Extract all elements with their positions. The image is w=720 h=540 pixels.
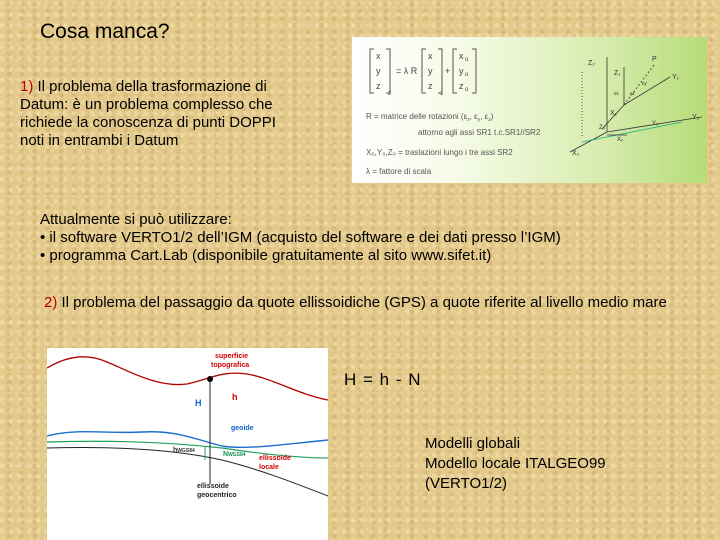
m2-r2: y <box>428 66 433 76</box>
point-1 <box>20 78 285 150</box>
label-z2: Z₂ <box>588 60 595 67</box>
label-y2: Y₂ <box>692 114 700 121</box>
label-ex: εx <box>614 91 619 97</box>
label-h: h <box>232 392 238 402</box>
axes-diagram <box>570 57 702 152</box>
label-geo-ell-1: ellissoide <box>197 483 229 490</box>
geoid-ellipsoid-figure <box>47 348 328 540</box>
height-formula: H = h - N <box>344 370 422 389</box>
label-nwgs: NWGS84 <box>223 451 246 458</box>
point-2-number: 2) <box>44 294 58 311</box>
label-x0: X₀ <box>617 137 624 143</box>
label-ez: εz <box>630 91 635 97</box>
label-local-ell-2: locale <box>259 464 279 471</box>
label-y1: Y₁ <box>672 74 680 81</box>
point-2-text: Il problema del passaggio da quote ellissoidiche (GPS) a quote riferite al livello medio mare <box>61 294 667 311</box>
label-geoid: geoide <box>231 425 254 432</box>
label-x2: X₂ <box>572 150 580 157</box>
m3-sub1: o <box>465 57 469 63</box>
label-z1: Z₁ <box>614 70 621 77</box>
m3-r2: y <box>459 66 464 76</box>
terrain-line <box>47 357 328 400</box>
m3-sub2: o <box>465 72 469 78</box>
m3-r1: x <box>459 51 464 61</box>
point-2 <box>44 294 684 312</box>
m2-sub: 1 <box>440 91 444 97</box>
m1-r3: z <box>376 81 381 91</box>
lambda-definition: λ = fattore di scala <box>366 167 432 176</box>
m1-r1: x <box>376 51 381 61</box>
m1-r2: y <box>376 66 381 76</box>
models-list <box>425 434 606 494</box>
plus-sign: + <box>445 66 451 76</box>
label-ey: εy <box>642 81 647 87</box>
point-1-number: 1) <box>20 78 34 95</box>
label-surface-2: topografica <box>211 362 250 369</box>
software-intro: Attualmente si può utilizzare: <box>40 211 232 228</box>
software-item-verto: • il software VERTO1/2 dell’IGM (acquisto del software e dei dati presso l’IGM) <box>40 229 561 246</box>
label-x1: X₁ <box>610 110 618 117</box>
helmert-formula-image <box>352 37 707 183</box>
m3-r3: z <box>459 81 464 91</box>
model-global: Modelli globali <box>425 435 521 452</box>
eq-lambda-r: = λ R <box>396 66 418 76</box>
m2-r3: z <box>428 81 433 91</box>
r-definition-2: attorno agli assi SR1 t.c.SR1//SR2 <box>418 128 541 137</box>
model-verto: (VERTO1/2) <box>425 475 507 492</box>
m2-r1: x <box>428 51 433 61</box>
model-local: Modello locale ITALGEO99 <box>425 455 606 472</box>
label-surface-1: superficie <box>215 353 249 360</box>
m1-sub: 2 <box>388 91 392 97</box>
point-1-text: Il problema della trasformazione di Datum: è un problema complesso che richiede la conoscenza di punti DOPPI noti in entrambi i Datum <box>20 78 276 149</box>
geoid-svg <box>47 348 328 540</box>
point-marker <box>207 376 213 382</box>
software-item-cartlab: • programma Cart.Lab (disponibile gratuitamente al sito www.sifet.it) <box>40 247 492 264</box>
label-y0: Y₀ <box>652 121 659 127</box>
r-definition: R = matrice delle rotazioni ($\varepsilon_x$, $\varepsilon_y$, $\varepsilon_z$) <box>366 112 494 123</box>
m3-sub3: o <box>465 87 469 93</box>
label-p: P <box>652 56 657 63</box>
label-z0: Z₀ <box>599 125 606 131</box>
t-definition: X₀,Y₀,Z₀ = traslazioni lungo i tre assi SR2 <box>366 148 513 157</box>
formula-svg <box>352 37 707 183</box>
label-local-ell-1: ellissoide <box>259 455 291 462</box>
software-section <box>40 211 561 265</box>
label-geo-ell-2: geocentrico <box>197 492 237 499</box>
slide-title: Cosa manca? <box>40 20 170 43</box>
label-H: H <box>195 398 202 408</box>
label-hwgs: hWGS84 <box>173 447 195 454</box>
